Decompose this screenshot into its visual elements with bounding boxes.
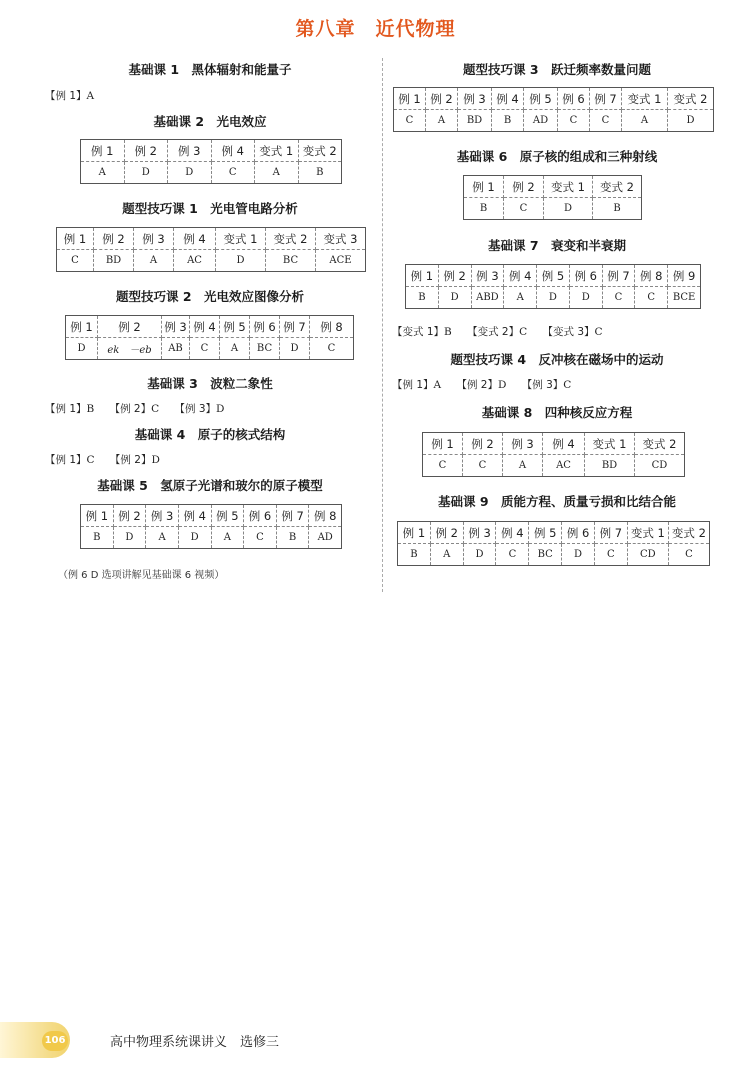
table-header-cell: 例 5 xyxy=(524,88,558,110)
section-title-basic-4: 基础课 4 原子的核式结构 xyxy=(134,427,286,442)
table-value-cell: B xyxy=(81,527,114,549)
table-value-cell: C xyxy=(463,455,503,477)
table-header-cell: 例 1 xyxy=(66,316,98,338)
footnote: （例 6 D 选项讲解见基础课 6 视频） xyxy=(58,570,225,581)
table-value-cell: BD xyxy=(458,110,492,132)
table-header-row xyxy=(394,88,714,110)
table-header-cell: 变式 2 xyxy=(593,176,642,198)
table-header-row xyxy=(81,505,342,527)
table-header-cell: 例 2 xyxy=(426,88,458,110)
column-divider xyxy=(382,58,383,592)
answer-table-technique-1 xyxy=(56,227,366,272)
answer-label: 【例 1】 xyxy=(45,403,87,415)
table-value-cell: C xyxy=(496,544,529,566)
table-header-row xyxy=(406,265,701,287)
table-value-cell: B xyxy=(316,167,324,178)
answer-label: 【例 3】 xyxy=(521,379,564,391)
table-value-cell: D xyxy=(66,338,98,360)
table-value-cell: C xyxy=(504,198,544,220)
table-header-cell: 例 3 xyxy=(463,522,496,544)
table-value-cell: A xyxy=(211,527,244,549)
answer-value: C xyxy=(519,326,528,338)
answer-table-basic-6 xyxy=(463,175,642,220)
table-value-row xyxy=(81,527,342,549)
table-header-cell: 变式 2 xyxy=(635,433,685,455)
section-title-basic-6: 基础课 6 原子核的组成和三种射线 xyxy=(456,149,658,164)
table-value-cell: B xyxy=(398,544,431,566)
section-title-basic-3: 基础课 3 波粒二象性 xyxy=(147,376,273,391)
table-header-cell: 例 6 xyxy=(558,88,590,110)
table-value-cell: BD xyxy=(585,455,635,477)
section-title-basic-5: 基础课 5 氢原子光谱和玻尔的原子模型 xyxy=(97,478,323,493)
table-value-row xyxy=(394,110,714,132)
table-header-cell: 例 4 xyxy=(543,433,585,455)
answer-table-basic-8 xyxy=(422,432,685,477)
table-header-cell: 例 1 xyxy=(394,88,426,110)
answer-table-basic-7 xyxy=(405,264,701,309)
table-value-row xyxy=(464,198,642,220)
table-header-cell: 例 4 xyxy=(190,316,220,338)
page-number: 106 xyxy=(42,1031,68,1051)
table-value-row xyxy=(406,287,701,309)
table-header-cell: 例 1 xyxy=(406,265,439,287)
table-header-cell: 例 1 xyxy=(464,176,504,198)
answer-label: 【例 3】 xyxy=(174,403,217,415)
answer-line-technique-4 xyxy=(392,377,583,392)
table-header-cell: 例 1 xyxy=(57,228,94,250)
answer-label: 【变式 1】 xyxy=(392,326,445,338)
table-value-cell: C xyxy=(594,544,627,566)
section-title-basic-1: 基础课 1 黑体辐射和能量子 xyxy=(128,62,292,77)
table-header-cell: 例 7 xyxy=(280,316,310,338)
answer-line-basic-7 xyxy=(392,324,615,339)
section-title-basic-9: 基础课 9 质能方程、质量亏损和比结合能 xyxy=(437,494,677,509)
table-value-cell: A xyxy=(81,162,125,184)
table-value-cell: BC xyxy=(266,250,316,272)
table-header-row xyxy=(464,176,642,198)
chapter-title: 第八章 近代物理 xyxy=(295,18,456,40)
table-value-cell: D xyxy=(537,287,570,309)
answer-table-basic-5 xyxy=(80,504,342,549)
table-value-row xyxy=(398,544,710,566)
table-value-cell: B xyxy=(406,287,439,309)
table-header-cell: 例 5 xyxy=(220,316,250,338)
table-value-cell: C xyxy=(211,162,255,184)
table-value-cell: BCE xyxy=(672,292,696,303)
answer-line-basic-1 xyxy=(45,88,106,103)
answer-value: D xyxy=(151,454,160,466)
table-value-cell: B xyxy=(613,203,621,214)
answer-label: 【例 2】 xyxy=(109,403,152,415)
table-value-cell: C xyxy=(423,455,463,477)
table-header-cell: 例 5 xyxy=(211,505,244,527)
table-value-cell: A xyxy=(504,287,537,309)
table-header-cell: 例 6 xyxy=(250,316,280,338)
table-value-cell: ABD xyxy=(471,287,504,309)
table-header-cell: 例 9 xyxy=(668,265,701,287)
table-header-cell: 变式 1 xyxy=(544,176,593,198)
table-header-cell: 例 6 xyxy=(562,522,595,544)
table-value-cell: D xyxy=(438,287,471,309)
table-value-cell: D xyxy=(124,162,168,184)
table-value-cell: D xyxy=(569,287,602,309)
table-header-cell: 变式 1 xyxy=(622,88,668,110)
answer-label: 【变式 2】 xyxy=(467,326,520,338)
table-header-cell: 例 3 xyxy=(458,88,492,110)
table-value-cell: A xyxy=(622,110,668,132)
table-value-cell: C xyxy=(327,343,336,354)
table-header-cell: 例 2 xyxy=(430,522,463,544)
table-header-cell: 变式 1 xyxy=(255,140,299,162)
table-value-cell: B xyxy=(276,527,309,549)
table-value-cell: ek －eb xyxy=(98,338,162,360)
table-value-cell: D xyxy=(113,527,146,549)
section-title-basic-8: 基础课 8 四种核反应方程 xyxy=(481,405,633,420)
answer-value: C xyxy=(151,403,160,415)
table-value-cell: D xyxy=(216,250,266,272)
answer-table-technique-2 xyxy=(65,315,354,360)
table-header-cell: 例 3 xyxy=(503,433,543,455)
table-value-cell: A xyxy=(430,544,463,566)
table-value-row xyxy=(66,338,354,360)
answer-label: 【例 2】 xyxy=(109,454,152,466)
section-title-basic-7: 基础课 7 衰变和半衰期 xyxy=(487,238,627,253)
section-title-basic-2: 基础课 2 光电效应 xyxy=(153,114,267,129)
section-title-technique-2: 题型技巧课 2 光电效应图像分析 xyxy=(115,289,305,304)
table-header-cell: 例 1 xyxy=(423,433,463,455)
table-header-cell: 例 1 xyxy=(81,140,125,162)
section-title-technique-4: 题型技巧课 4 反冲核在磁场中的运动 xyxy=(450,352,664,367)
table-header-row xyxy=(81,140,342,162)
answer-line-basic-3 xyxy=(45,401,236,416)
table-value-cell: BD xyxy=(94,250,134,272)
table-header-cell: 例 8 xyxy=(635,265,668,287)
table-value-cell: A xyxy=(146,527,179,549)
table-header-cell: 例 3 xyxy=(471,265,504,287)
table-value-cell: D xyxy=(544,198,593,220)
table-value-cell: B xyxy=(464,198,504,220)
table-value-cell: C xyxy=(635,287,668,309)
table-value-cell: C xyxy=(685,549,693,560)
table-header-cell: 变式 1 xyxy=(585,433,635,455)
table-header-cell: 例 3 xyxy=(134,228,174,250)
table-header-cell: 例 7 xyxy=(276,505,309,527)
answer-label: 【变式 3】 xyxy=(542,326,595,338)
table-header-cell: 变式 2 xyxy=(298,140,342,162)
table-value-cell: ACE xyxy=(329,255,352,266)
table-value-cell: BC xyxy=(250,338,280,360)
table-value-cell: B xyxy=(492,110,524,132)
table-value-cell: C xyxy=(57,250,94,272)
table-header-cell: 例 7 xyxy=(602,265,635,287)
answer-label: 【例 1】 xyxy=(45,90,87,102)
table-header-cell: 变式 1 xyxy=(216,228,266,250)
answer-value: B xyxy=(86,403,95,415)
table-header-cell: 变式 1 xyxy=(627,522,668,544)
table-value-cell: AD xyxy=(317,532,333,543)
table-value-cell: D xyxy=(562,544,595,566)
table-header-cell: 例 5 xyxy=(529,522,562,544)
table-value-cell: C xyxy=(590,110,622,132)
table-value-cell: A xyxy=(220,338,250,360)
table-header-row xyxy=(423,433,685,455)
table-header-cell: 变式 2 xyxy=(668,522,709,544)
table-value-cell: C xyxy=(190,338,220,360)
table-header-cell: 变式 3 xyxy=(316,228,366,250)
table-header-cell: 例 3 xyxy=(146,505,179,527)
table-header-cell: 例 2 xyxy=(438,265,471,287)
answer-label: 【例 1】 xyxy=(45,454,87,466)
table-value-cell: AD xyxy=(524,110,558,132)
table-value-cell: C xyxy=(394,110,426,132)
table-value-row xyxy=(81,162,342,184)
table-value-cell: CD xyxy=(627,544,668,566)
table-value-cell: D xyxy=(168,162,212,184)
table-value-cell: C xyxy=(602,287,635,309)
answer-value: B xyxy=(444,326,452,338)
table-value-cell: A xyxy=(134,250,174,272)
answer-value: A xyxy=(86,90,95,102)
table-value-cell: D xyxy=(178,527,211,549)
table-header-row xyxy=(66,316,354,338)
table-header-cell: 例 3 xyxy=(168,140,212,162)
table-header-cell: 例 2 xyxy=(463,433,503,455)
table-header-row xyxy=(57,228,366,250)
book-title-footer: 高中物理系统课讲义 选修三 xyxy=(110,1035,280,1050)
table-value-cell: C xyxy=(244,527,277,549)
table-header-cell: 例 4 xyxy=(492,88,524,110)
table-value-cell: AC xyxy=(174,250,216,272)
table-header-cell: 例 2 xyxy=(98,316,162,338)
answer-value: A xyxy=(433,379,442,391)
table-header-cell: 例 2 xyxy=(124,140,168,162)
table-header-cell: 例 4 xyxy=(504,265,537,287)
table-header-row xyxy=(398,522,710,544)
table-value-cell: A xyxy=(503,455,543,477)
table-header-cell: 例 7 xyxy=(594,522,627,544)
table-header-cell: 例 4 xyxy=(496,522,529,544)
table-header-cell: 例 8 xyxy=(309,505,342,527)
table-header-cell: 例 1 xyxy=(398,522,431,544)
answer-label: 【例 1】 xyxy=(392,379,434,391)
table-header-cell: 例 8 xyxy=(310,316,354,338)
table-header-cell: 例 4 xyxy=(174,228,216,250)
table-value-cell: C xyxy=(558,110,590,132)
table-header-cell: 例 5 xyxy=(537,265,570,287)
table-header-cell: 例 6 xyxy=(569,265,602,287)
table-header-cell: 例 6 xyxy=(244,505,277,527)
table-value-cell: D xyxy=(280,338,310,360)
table-header-cell: 变式 2 xyxy=(266,228,316,250)
answer-value: D xyxy=(216,403,225,415)
answer-table-basic-9 xyxy=(397,521,710,566)
table-header-cell: 例 3 xyxy=(162,316,190,338)
table-header-cell: 变式 2 xyxy=(668,88,714,110)
table-value-row xyxy=(57,250,366,272)
table-header-cell: 例 1 xyxy=(81,505,114,527)
table-header-cell: 例 7 xyxy=(590,88,622,110)
table-value-cell: BC xyxy=(529,544,562,566)
answer-value: C xyxy=(594,326,603,338)
table-header-cell: 例 2 xyxy=(113,505,146,527)
answer-table-basic-2 xyxy=(80,139,342,184)
table-header-cell: 例 4 xyxy=(178,505,211,527)
answer-value: C xyxy=(86,454,95,466)
table-value-cell: CD xyxy=(651,460,668,471)
table-value-cell: AC xyxy=(543,455,585,477)
answer-line-basic-4 xyxy=(45,452,172,467)
table-header-cell: 例 2 xyxy=(504,176,544,198)
table-value-cell: D xyxy=(463,544,496,566)
table-value-cell: A xyxy=(426,110,458,132)
section-title-technique-3: 题型技巧课 3 跃迁频率数量问题 xyxy=(462,62,652,77)
table-value-cell: AB xyxy=(162,338,190,360)
table-value-cell: D xyxy=(686,115,695,126)
table-header-cell: 例 2 xyxy=(94,228,134,250)
answer-value: D xyxy=(498,379,507,391)
table-value-cell: A xyxy=(255,162,299,184)
answer-label: 【例 2】 xyxy=(456,379,498,391)
table-header-cell: 例 4 xyxy=(211,140,255,162)
section-title-technique-1: 题型技巧课 1 光电管电路分析 xyxy=(122,201,298,216)
table-value-row xyxy=(423,455,685,477)
answer-value: C xyxy=(563,379,572,391)
answer-table-technique-3 xyxy=(393,87,714,132)
